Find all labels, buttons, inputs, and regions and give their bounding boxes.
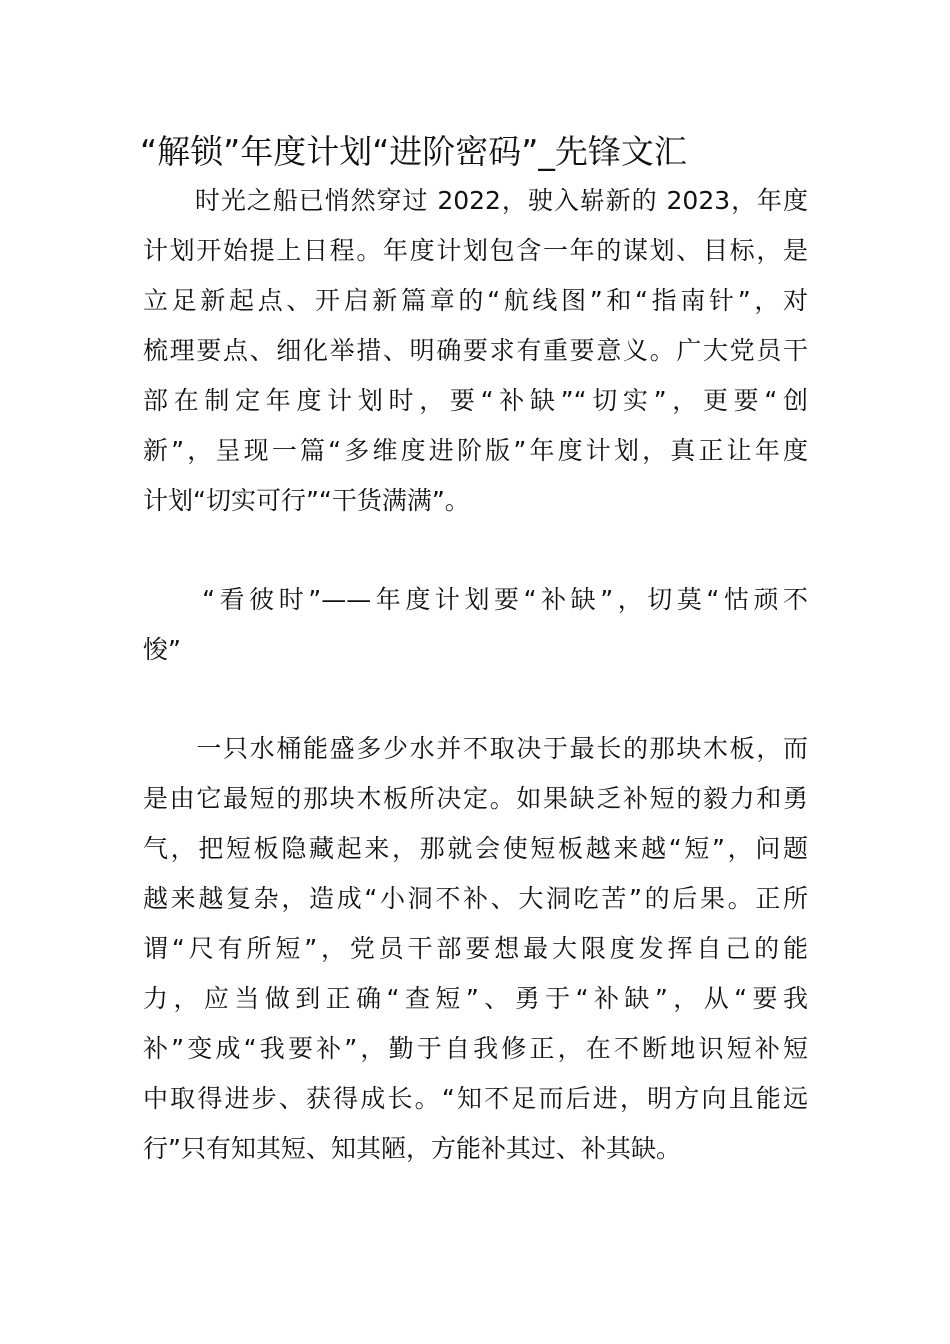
paragraph-line: 时光之船已悄然穿过 2022，驶入崭新的 2023，年度	[143, 186, 808, 215]
paragraph-line: 气，把短板隐藏起来，那就会使短板越来越“短”，问题	[143, 834, 808, 863]
paragraph-line: 中取得进步、获得成长。“知不足而后进，明方向且能远	[143, 1084, 808, 1113]
paragraph-line: 部在制定年度计划时，要“补缺”“切实”，更要“创	[143, 386, 808, 415]
paragraph-line: 力，应当做到正确“查短”、勇于“补缺”，从“要我	[143, 984, 808, 1013]
paragraph-line: 计划开始提上日程。年度计划包含一年的谋划、目标，是	[143, 236, 808, 265]
paragraph-line: 悛”	[143, 635, 181, 664]
paragraph-line: 谓“尺有所短”，党员干部要想最大限度发挥自己的能	[143, 934, 808, 963]
paragraph-line: 立足新起点、开启新篇章的“航线图”和“指南针”，对	[143, 286, 808, 315]
paragraph-line: 计划“切实可行”“干货满满”。	[143, 486, 470, 515]
paragraph-line: 梳理要点、细化举措、明确要求有重要意义。广大党员干	[143, 336, 808, 365]
paragraph-line: 行”只有知其短、知其陋，方能补其过、补其缺。	[143, 1134, 681, 1163]
section-heading	[143, 575, 808, 675]
paragraph-line: 新”，呈现一篇“多维度进阶版”年度计划，真正让年度	[143, 436, 808, 465]
paragraph-line: 补”变成“我要补”，勤于自我修正，在不断地识短补短	[143, 1034, 808, 1063]
paragraph-intro	[143, 176, 808, 526]
paragraph-line: “看彼时”——年度计划要“补缺”，切莫“怙顽不	[143, 585, 808, 614]
paragraph-line: 越来越复杂，造成“小洞不补、大洞吃苦”的后果。正所	[143, 884, 808, 913]
document-title: “解锁”年度计划“进阶密码”_先锋文汇	[140, 132, 687, 171]
paragraph-body	[143, 724, 808, 1174]
paragraph-line: 是由它最短的那块木板所决定。如果缺乏补短的毅力和勇	[143, 784, 808, 813]
paragraph-line: 一只水桶能盛多少水并不取决于最长的那块木板，而	[143, 734, 808, 763]
